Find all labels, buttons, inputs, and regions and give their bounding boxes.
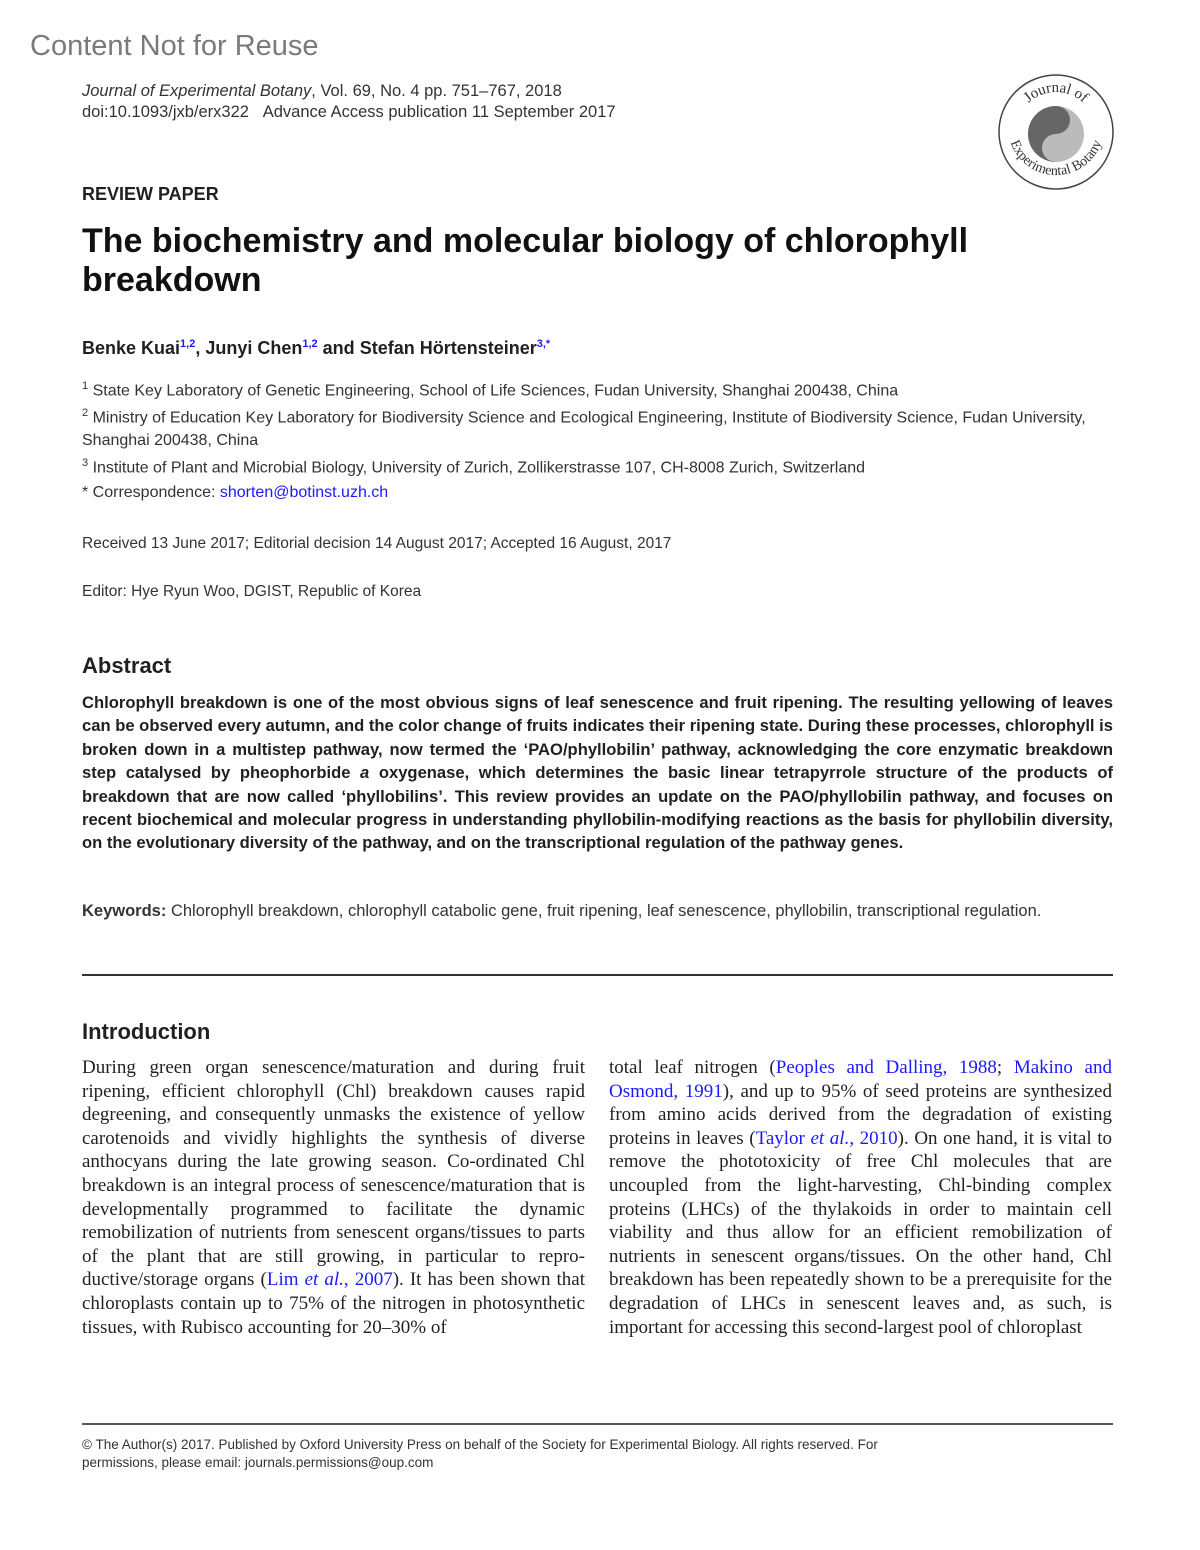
article-dates: Received 13 June 2017; Editorial decision 14 August 2017; Accepted 16 August, 2017 [82, 535, 672, 552]
text-segment: ). It has been shown that chloroplasts contain up to 75% of the nitrogen in photosynthetic tissues, with Rubisco accounting for 20–30% of [82, 1269, 585, 1338]
affiliation [82, 375, 1117, 402]
advance-access: Advance Access publication 11 September 2017 [262, 103, 616, 121]
citation-link[interactable]: Lim [266, 1269, 305, 1291]
keywords [82, 900, 1082, 923]
affiliation-number: 2 [82, 407, 89, 420]
journal-citation [82, 81, 616, 123]
divider [82, 974, 1113, 976]
citation-link[interactable]: et al. [810, 1127, 850, 1149]
copyright-footer: © The Author(s) 2017. Published by Oxford University Press on behalf of the Society for Experimental Biology. All rights reserved. For permissions, please email: journals.permissions@oup.com [82, 1437, 878, 1470]
introduction-heading: Introduction [82, 1019, 211, 1044]
author: Stefan Hörtensteiner [359, 338, 537, 358]
affiliation-number: 1 [82, 380, 89, 392]
correspondence [82, 484, 388, 502]
abstract-heading: Abstract [82, 653, 172, 678]
affiliation-text: Ministry of Education Key Laboratory for Biodiversity Science and Ecological Engineering, Institute of Biodiversity Science, Fudan University, Shanghai 200438, China [82, 409, 1086, 449]
article-type: REVIEW PAPER [82, 184, 219, 204]
author-separator: and [317, 338, 360, 358]
text-segment: ; [996, 1057, 1014, 1078]
author-affiliation-link[interactable]: 3,* [536, 338, 551, 350]
text-segment: During green organ senescence/maturation and during fruit ripening, efficient chlorophyll (Chl) breakdown causes rapid degreening, and consequently unmasks the existence of yellow carotenoids and vividly highlights the synthesis of diverse anthocyans during the late growing season. Co-ordinated Chl breakdown is an integral process of senescence/maturation that is developmentally programmed to facilitate the dynamic remobilization of nutrients from senescent organs/tissues to parts of the plant that are still growing, in particular to reproductive/storage organs ( [82, 1057, 585, 1291]
keywords-label: Keywords: [82, 902, 167, 920]
svg-text:Journal of [1021, 80, 1091, 106]
affiliation-number: 3 [82, 456, 89, 469]
text-segment: ), and up to 95% of seed proteins are synthesized from amino acids derived from the degradation of existing proteins in leaves ( [609, 1080, 1112, 1149]
author: Benke Kuai [82, 338, 181, 358]
author-affiliation-link[interactable]: 1,2 [180, 338, 196, 350]
citation-link[interactable]: , 2007 [343, 1269, 393, 1291]
text-segment: oxygenase, which determines the basic linear tetrapyrrole structure of the products of breakdown that are now called ‘phyllobilins’. This review provides an update on the PAO/phyllobilin pathway, and focuses on recent biochemical and molecular progress in understanding phyllobilin-modifying reactions as the basis for phyllobilin diversity, on the evolutionary diversity of the pathway, and on the transcriptional regulation of the pathway genes. [82, 763, 1113, 853]
keywords-text: Chlorophyll breakdown, chlorophyll catabolic gene, fruit ripening, leaf senescence, phyllobilin, transcriptional regulation. [166, 902, 1042, 920]
citation-link[interactable]: Taylor [755, 1127, 811, 1149]
editor-info: Editor: Hye Ryun Woo, DGIST, Republic of Korea [82, 583, 422, 600]
author-affiliation-link[interactable]: 1,2 [302, 338, 318, 350]
journal-logo [996, 72, 1116, 192]
citation-link[interactable]: Makino and Osmond, 1991 [609, 1057, 1112, 1102]
citation-link[interactable]: Peoples and Dalling, 1988 [775, 1057, 997, 1078]
doi: doi:10.1093/jxb/erx322 [82, 103, 249, 121]
text-segment: Chlorophyll breakdown is one of the most obvious signs of leaf senescence and fruit ripening. The resulting yellowing of leaves can be observed every autumn, and the color change of fruits indicates their ripening state. During these processes, chlorophyll is broken down in a multistep pathway, now termed the ‘PAO/phyllobilin’ pathway, acknowledging the core enzymatic breakdown step catalysed by pheophorbide [82, 693, 1113, 783]
abstract-body [82, 691, 1113, 855]
introduction-column-left [82, 1056, 585, 1339]
citation-link[interactable]: et al. [304, 1269, 344, 1291]
footer-divider [82, 1423, 1113, 1425]
text-segment: ). On one hand, it is vital to remove the phototoxicity of free Chl molecules that are uncoupled from the light-harvesting, Chl-binding complex proteins (LHCs) of the thylakoids in order to maintain cell viability and thus allow for an efficient remobilization of nutrients in senescent organs/tissues. On the other hand, Chl breakdown has been repeatedly shown to be a prerequisite for the degradation of LHCs in senescent leaves and, as such, is important for accessing this second-largest pool of chloroplast [609, 1127, 1112, 1338]
volume-info: , Vol. 69, No. 4 pp. 751–767, 2018 [311, 82, 562, 100]
logo-text-top: Journal of [1020, 79, 1092, 106]
affiliation [82, 402, 1117, 451]
author-separator: , [195, 338, 206, 358]
citation-link[interactable]: , 2010 [849, 1127, 898, 1149]
affiliation [82, 452, 1117, 479]
correspondence-label: * Correspondence: [82, 484, 220, 501]
text-segment: a [360, 763, 370, 783]
logo-text-bottom: Experimental Botany [1006, 137, 1106, 180]
affiliation-text: Institute of Plant and Microbial Biology, University of Zurich, Zollikerstrasse 107, CH-8008 Zurich, Switzerland [92, 458, 866, 476]
correspondence-email-link[interactable]: shorten@botinst.uzh.ch [219, 484, 389, 501]
author: Junyi Chen [205, 338, 303, 358]
author-list [82, 338, 550, 359]
watermark-text: Content Not for Reuse [30, 30, 319, 62]
paper-title: The biochemistry and molecular biology of chlorophyll breakdown [82, 222, 969, 299]
text-segment: total leaf nitrogen ( [609, 1057, 776, 1078]
journal-name: Journal of Experimental Botany [82, 82, 312, 100]
affiliations [82, 375, 1117, 479]
introduction-column-right [609, 1056, 1112, 1339]
affiliation-text: State Key Laboratory of Genetic Engineering, School of Life Sciences, Fudan University, Shanghai 200438, China [92, 382, 899, 400]
